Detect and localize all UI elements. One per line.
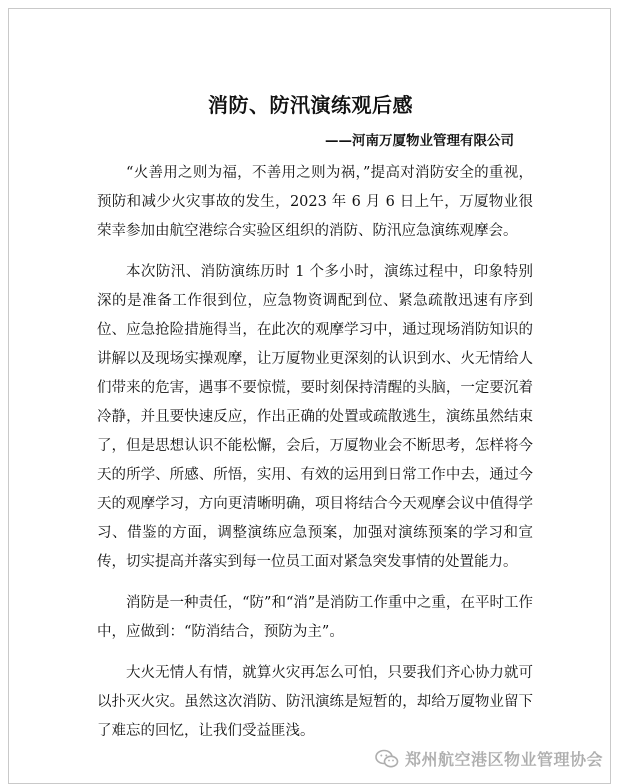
paragraph-3: 消防是一种责任，“防”和“消”是消防工作重中之重，在平时工作中，应做到：“防消结合，预防为主”。 [97, 595, 533, 640]
document-title: 消防、防汛演练观后感 [208, 93, 413, 117]
paragraph-4: 大火无情人有情，就算火灾再怎么可怕，只要我们齐心协力就可以扑灭火灾。虽然这次消防、防汛演练是短暂的，却给万厦物业留下了难忘的回忆，让我们受益匪浅。 [97, 665, 533, 739]
paragraph-1: “火善用之则为福，不善用之则为祸，”提高对消防安全的重视，预防和减少火灾事故的发生，2023 年 6 月 6 日上午，万厦物业很荣幸参加由航空港综合实验区组织的消防、防汛应急演练观摩会。 [97, 165, 533, 239]
watermark [375, 747, 603, 770]
wechat-icon [375, 749, 399, 769]
watermark-text: 郑州航空港区物业管理协会 [404, 750, 603, 769]
document-page [8, 8, 611, 784]
paragraph-2: 本次防汛、消防演练历时 1 个多小时，演练过程中，印象特别深的是准备工作很到位，应急物资调配到位、紧急疏散迅速有序到位、应急抢险措施得当，在此次的观摩学习中，通过现场消防知识的讲解以及现场实操观摩，让万厦物业更深刻的认识到水、火无情给人们带来的危害，遇事不要惊慌，要时刻保持清醒的头脑，一定要沉着冷静，并且要快速反应，作出正确的处置或疏散逃生，演练虽然结束了，但是思想认识不能松懈，会后，万厦物业会不断思考，怎样将今天的所学、所感、所悟，实用、有效的运用到日常工作中去，通过今天的观摩学习，方向更清晰明确，项目将结合今天观摩会议中值得学习、借鉴的方面，调整演练应急预案，加强对演练预案的学习和宣传，切实提高并落实到每一位员工面对紧急突发事情的处置能力。 [97, 264, 533, 570]
document-byline: ——河南万厦物业管理有限公司 [325, 133, 514, 149]
document-body [97, 159, 533, 758]
